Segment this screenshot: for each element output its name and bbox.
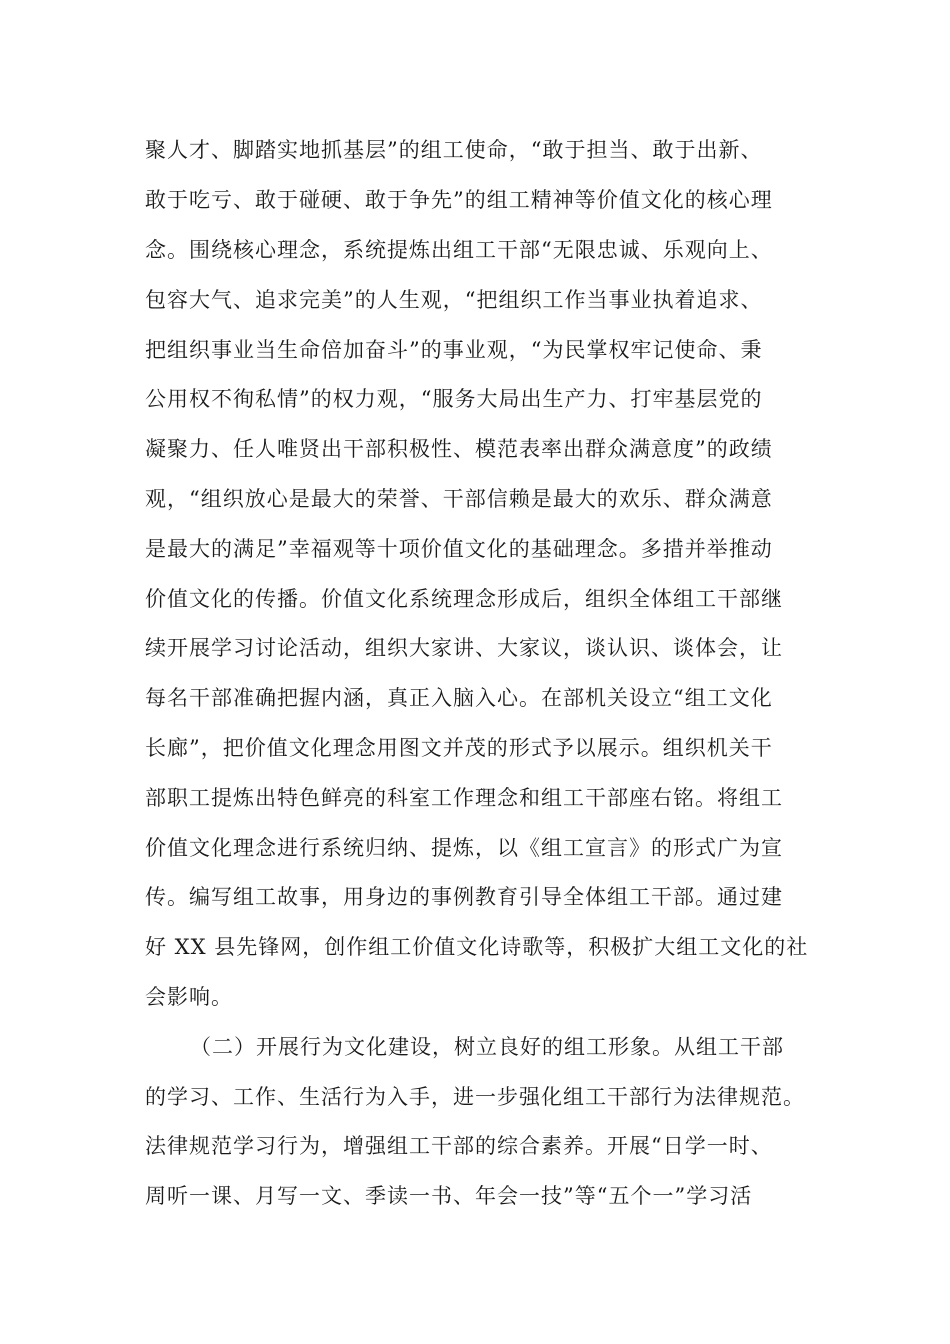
text-line-5: 把组织事业当生命倍加奋斗”的事业观，“为民掌权牢记使命、秉 — [145, 338, 763, 362]
text-line-11: 续开展学习讨论活动，组织大家讲、大家议，谈认识、谈体会，让 — [145, 636, 783, 660]
text-line-2: 敢于吃亏、敢于碰硬、敢于争先”的组工精神等价值文化的核心理 — [145, 188, 773, 212]
text-line-9: 是最大的满足”幸福观等十项价值文化的基础理念。多措并举推动 — [145, 537, 773, 561]
text-line-1: 聚人才、脚踏实地抓基层”的组工使命，“敢于担当、敢于出新、 — [145, 138, 763, 162]
text-line-10: 价值文化的传播。价值文化系统理念形成后，组织全体组工干部继 — [145, 587, 783, 611]
text-line-12: 每名干部准确把握内涵，真正入脑入心。在部机关设立“组工文化 — [145, 686, 773, 710]
text-line-21: 法律规范学习行为，增强组工干部的综合素养。开展“日学一时、 — [145, 1134, 773, 1158]
text-line-4: 包容大气、追求完美”的人生观，“把组织工作当事业执着追求、 — [145, 288, 763, 312]
text-line-22: 周听一课、月写一文、季读一书、年会一技”等“五个一”学习活 — [145, 1184, 753, 1208]
text-line-20: 的学习、工作、生活行为入手，进一步强化组工干部行为法律规范。 — [145, 1085, 805, 1109]
text-line-16: 传。编写组工故事，用身边的事例教育引导全体组工干部。通过建 — [145, 885, 783, 909]
text-line-6: 公用权不徇私情”的权力观，“服务大局出生产力、打牢基层党的 — [145, 387, 763, 411]
text-line-7: 凝聚力、任人唯贤出干部积极性、模范表率出群众满意度”的政绩 — [145, 437, 773, 461]
text-line-18: 会影响。 — [145, 985, 233, 1009]
text-line-8: 观，“组织放心是最大的荣誉、干部信赖是最大的欢乐、群众满意 — [145, 487, 773, 511]
text-line-15: 价值文化理念进行系统归纳、提炼，以《组工宣言》的形式广为宣 — [145, 836, 783, 860]
paragraph-heading-line: （二）开展行为文化建设，树立良好的组工形象。从组工干部 — [190, 1035, 784, 1059]
text-line-3: 念。围绕核心理念，系统提炼出组工干部“无限忠诚、乐观向上、 — [145, 238, 773, 262]
text-line-13: 长廊”，把价值文化理念用图文并茂的形式予以展示。组织机关干 — [145, 736, 773, 760]
text-line-14: 部职工提炼出特色鲜亮的科室工作理念和组工干部座右铭。将组工 — [145, 786, 783, 810]
text-line-17: 好 XX 县先锋网，创作组工价值文化诗歌等，积极扩大组工文化的社 — [145, 935, 809, 959]
